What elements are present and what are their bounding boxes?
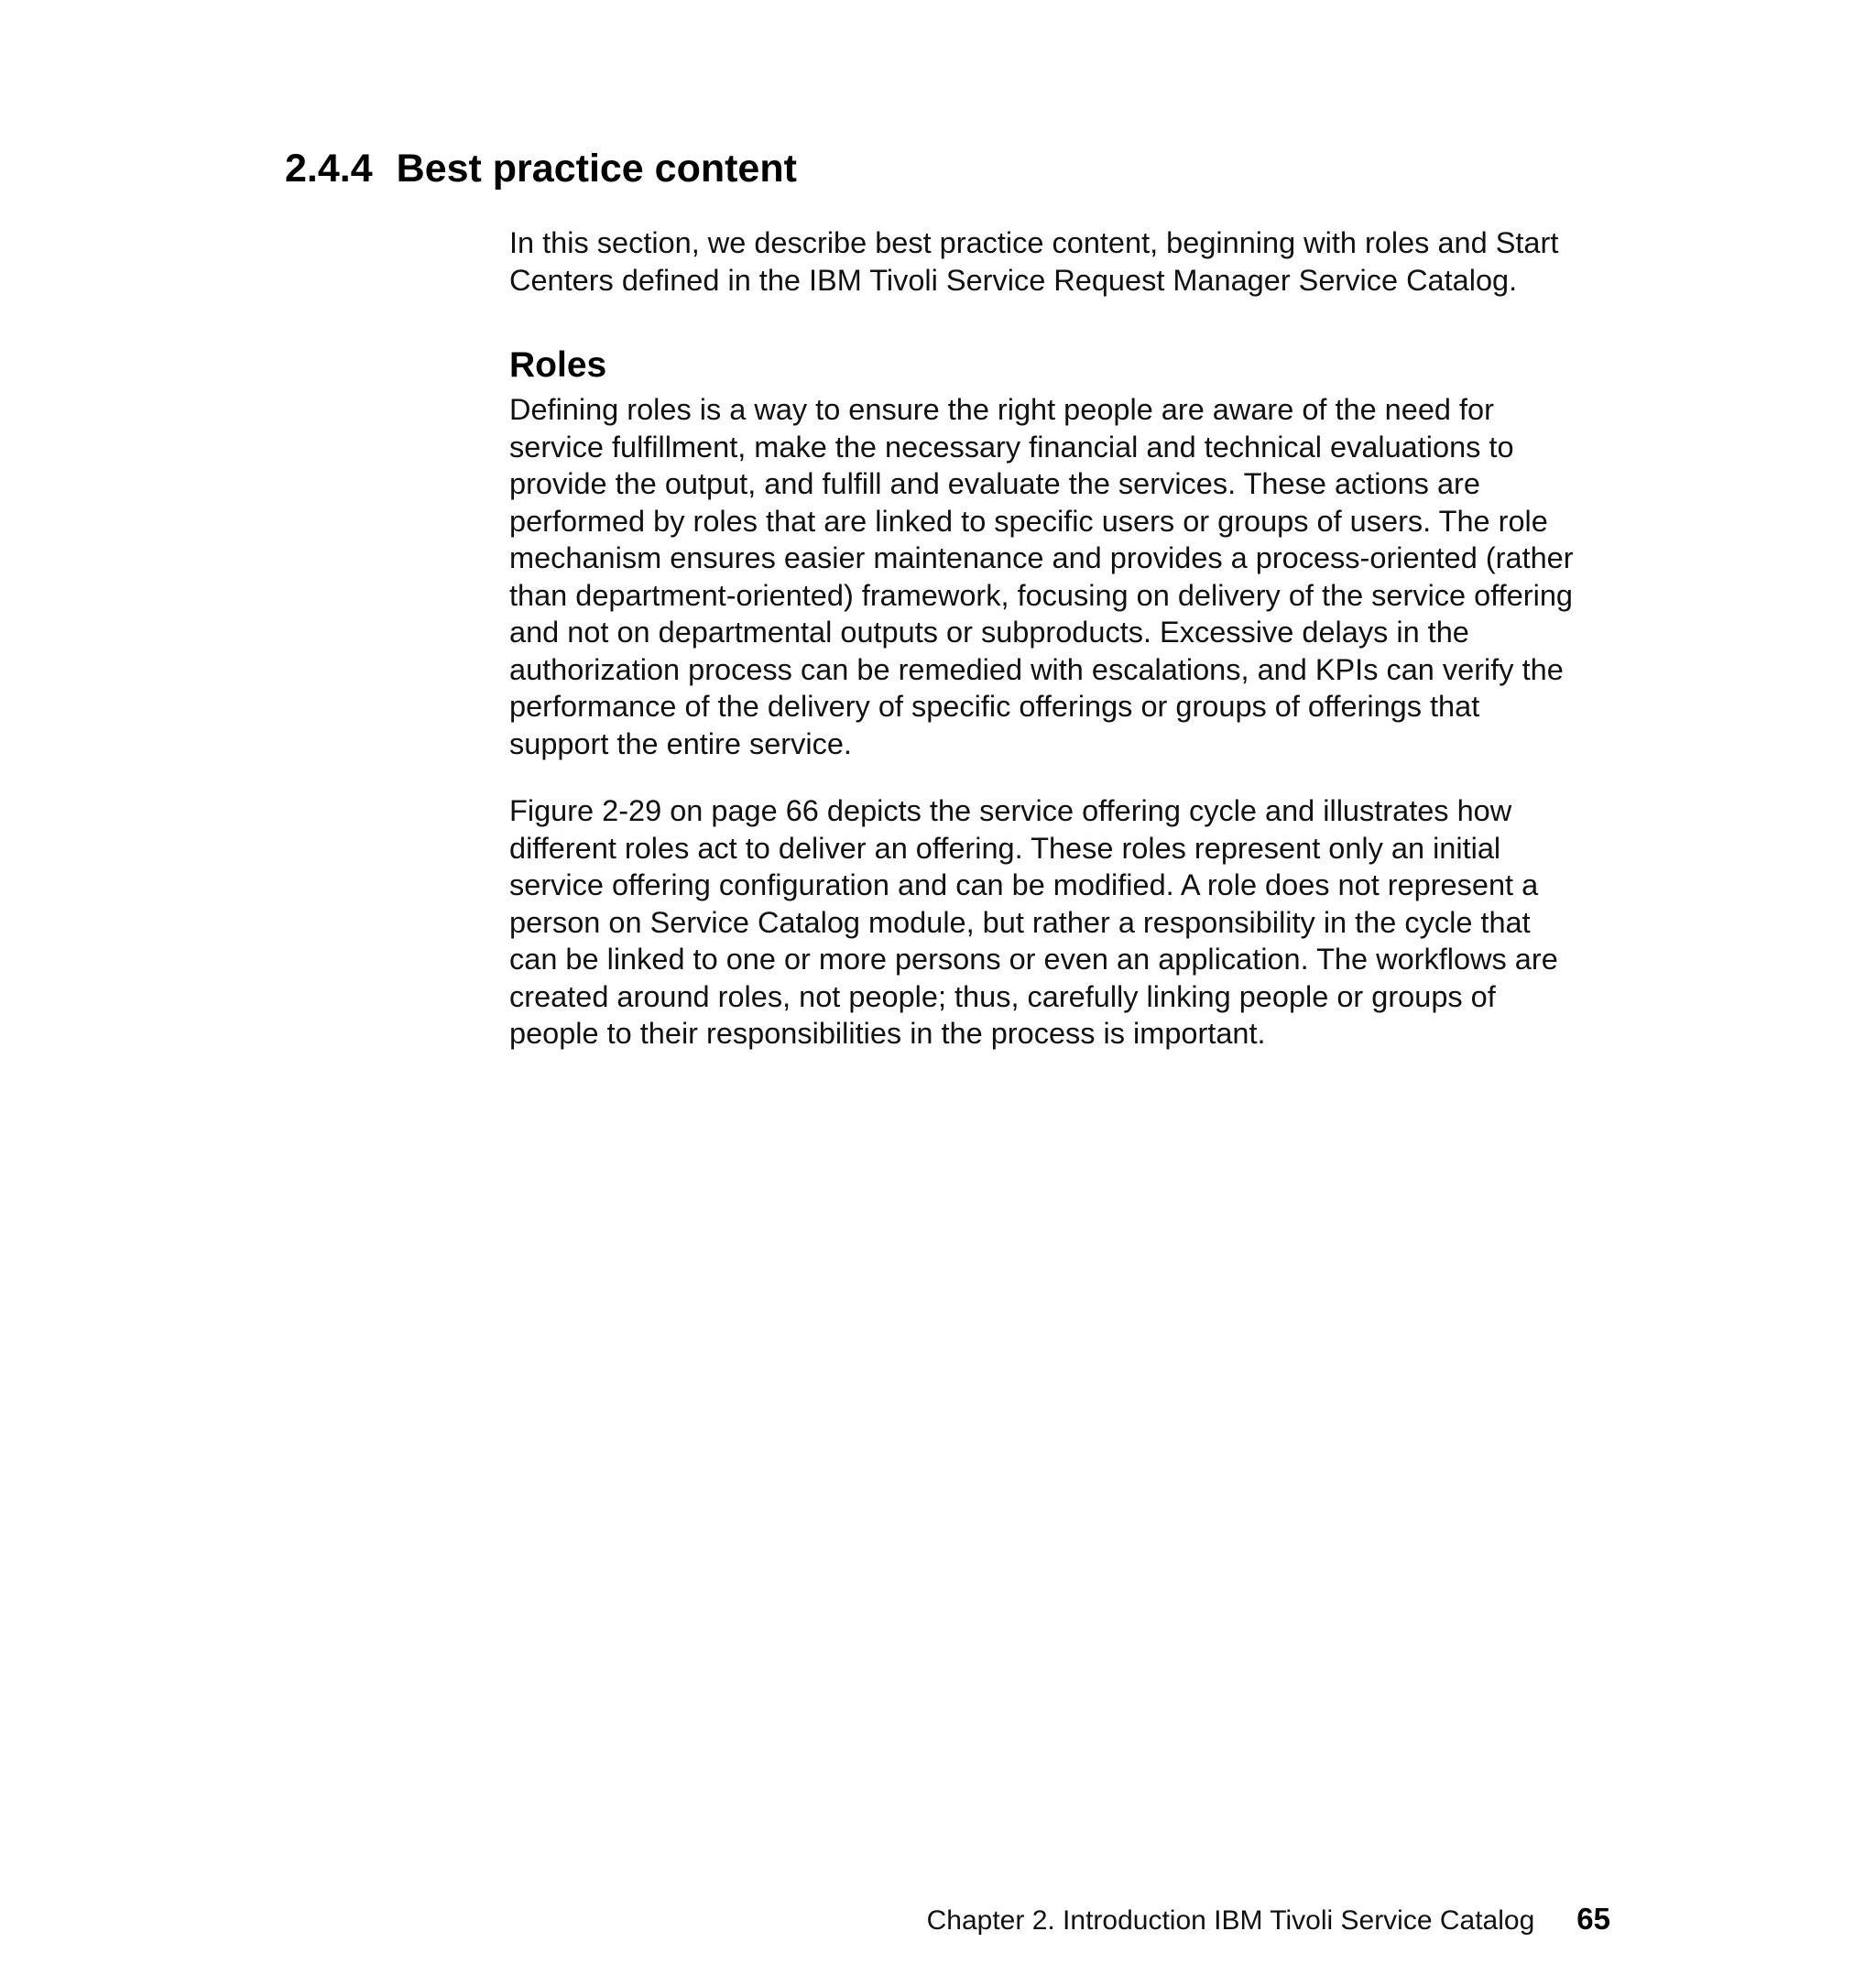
page-number: 65	[1576, 1902, 1610, 1936]
text-line: different roles act to deliver an offering. These roles represent only an initial	[509, 831, 1501, 865]
roles-heading: Roles	[509, 345, 607, 385]
text-line: performance of the delivery of specific offerings or groups of offerings that	[509, 690, 1480, 723]
intro-paragraph	[509, 224, 1618, 299]
text-line: Defining roles is a way to ensure the right people are aware of the need for	[509, 393, 1494, 426]
text-line: authorization process can be remedied with escalations, and KPIs can verify the	[509, 652, 1564, 686]
text-line: In this section, we describe best practice content, beginning with roles and Start	[509, 226, 1559, 259]
text-line: Figure 2-29 on page 66 depicts the service offering cycle and illustrates how	[509, 794, 1512, 827]
footer-chapter-title: Chapter 2. Introduction IBM Tivoli Service Catalog	[926, 1905, 1535, 1936]
text-line: than department-oriented) framework, focusing on delivery of the service offering	[509, 578, 1573, 612]
text-line: created around roles, not people; thus, carefully linking people or groups of	[509, 979, 1496, 1013]
text-line: service fulfillment, make the necessary financial and technical evaluations to	[509, 430, 1514, 464]
text-line: service offering configuration and can be modified. A role does not represent a	[509, 868, 1539, 901]
text-line: provide the output, and fulfill and evaluate the services. These actions are	[509, 467, 1480, 500]
body-column	[509, 224, 1618, 1053]
text-line: performed by roles that are linked to specific users or groups of users. The role	[509, 504, 1548, 538]
section-title: Best practice content	[396, 147, 797, 191]
text-line: can be linked to one or more persons or even an application. The workflows are	[509, 943, 1558, 976]
text-line: support the entire service.	[509, 726, 852, 760]
section-heading	[285, 143, 797, 194]
roles-paragraph-2	[509, 792, 1618, 1053]
text-line: and not on departmental outputs or subproducts. Excessive delays in the	[509, 616, 1469, 649]
text-line: Centers defined in the IBM Tivoli Service Request Manager Service Catalog.	[509, 263, 1518, 297]
page-footer	[927, 1901, 1610, 1939]
text-line: people to their responsibilities in the process is important.	[509, 1017, 1266, 1050]
text-line: person on Service Catalog module, but rather a responsibility in the cycle that	[509, 905, 1531, 939]
section-number: 2.4.4	[285, 147, 373, 191]
roles-paragraph-1	[509, 391, 1618, 762]
text-line: mechanism ensures easier maintenance and provides a process-oriented (rather	[509, 541, 1574, 574]
